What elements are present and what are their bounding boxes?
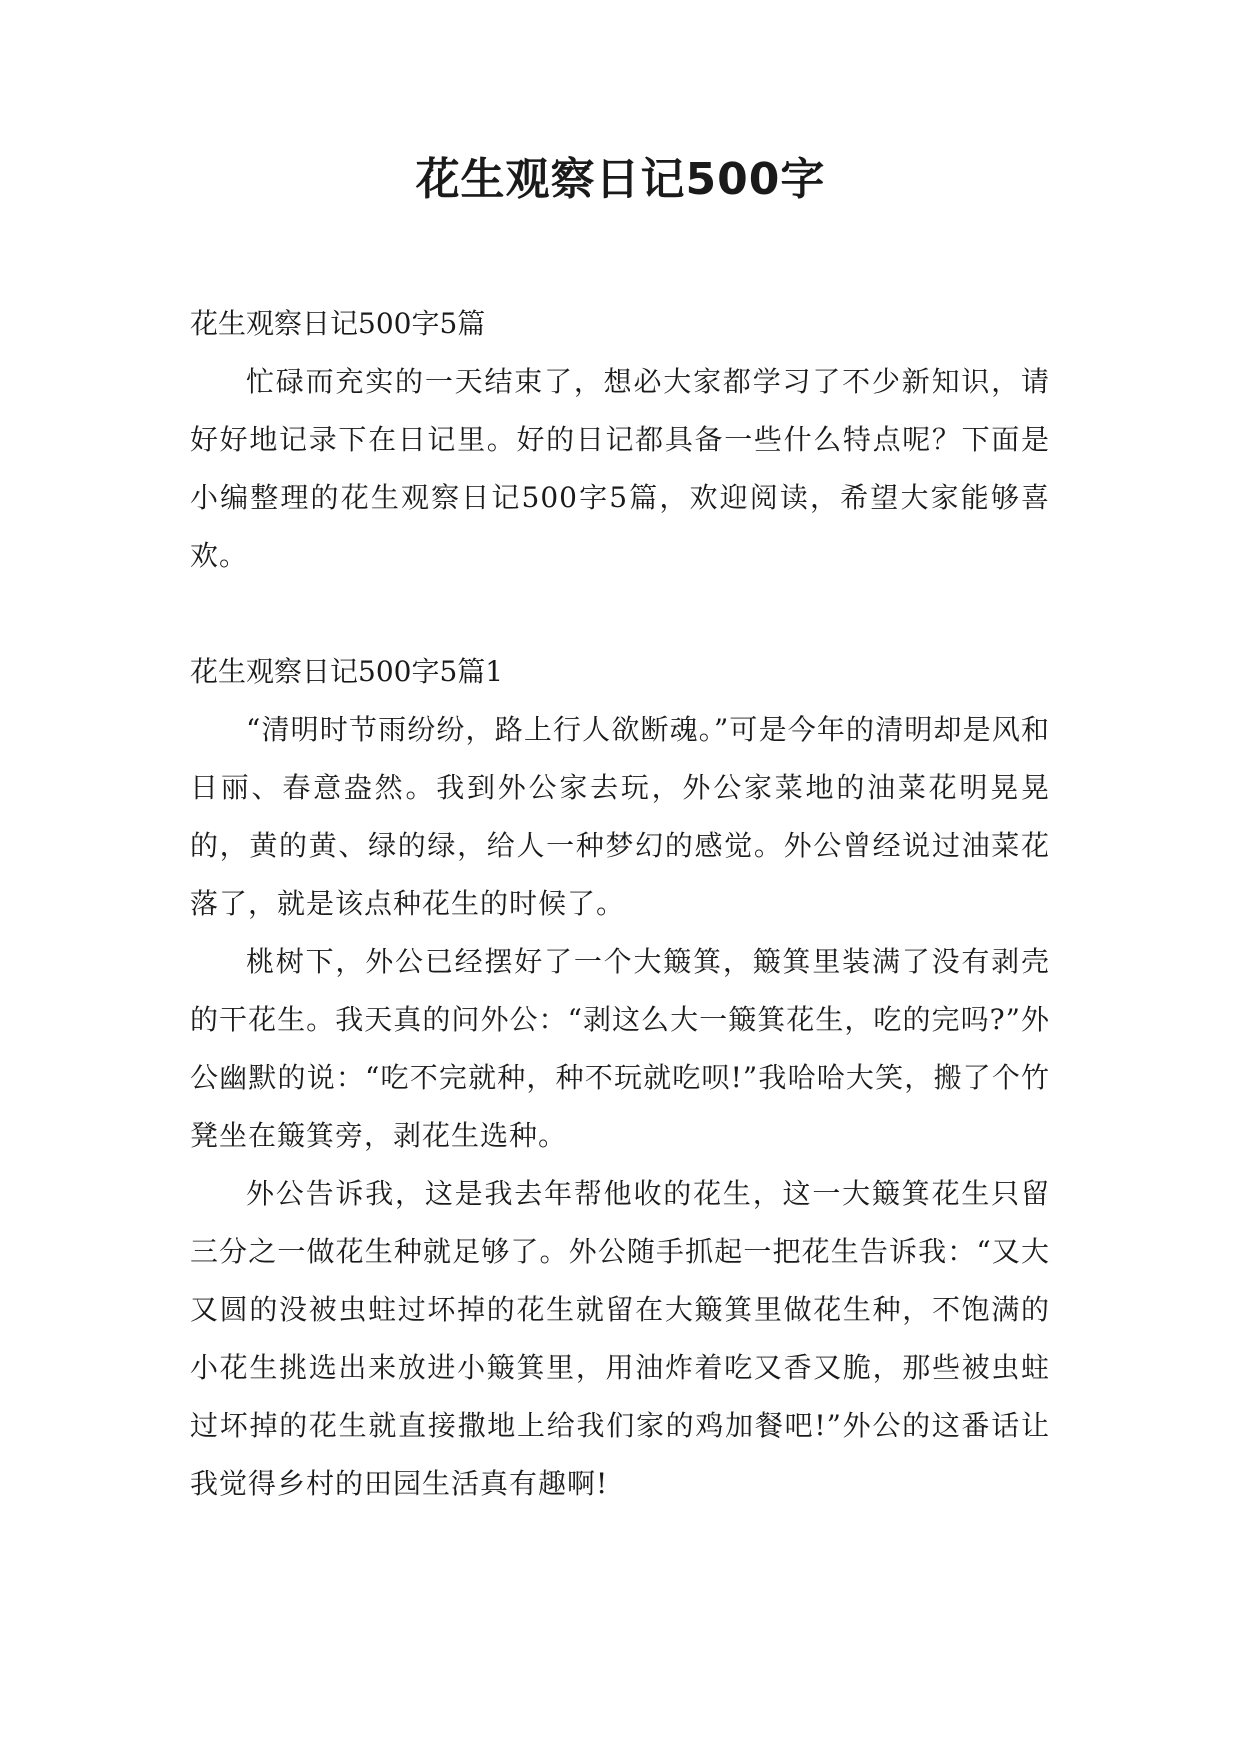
section1-heading: 花生观察日记500字5篇1 bbox=[190, 655, 504, 688]
intro-paragraph: 忙碌而充实的一天结束了，想必大家都学习了不少新知识，请好好地记录下在日记里。好的日记都具备一些什么特点呢？下面是小编整理的花生观察日记500字5篇，欢迎阅读，希望大家能够喜欢。 bbox=[190, 365, 1050, 572]
section1-paragraph-2: 桃树下，外公已经摆好了一个大簸箕，簸箕里装满了没有剥壳的干花生。我天真的问外公：“剥这么大一簸箕花生，吃的完吗?”外公幽默的说：“吃不完就种，种不玩就吃呗!”我哈哈大笑，搬了个竹凳坐在簸箕旁，剥花生选种。 bbox=[190, 945, 1050, 1152]
section-spacer bbox=[190, 585, 1050, 643]
intro-heading: 花生观察日记500字5篇 bbox=[190, 307, 486, 340]
section1-paragraph-3: 外公告诉我，这是我去年帮他收的花生，这一大簸箕花生只留三分之一做花生种就足够了。外公随手抓起一把花生告诉我：“又大又圆的没被虫蛀过坏掉的花生就留在大簸箕里做花生种，不饱满的小花生挑选出来放进小簸箕里，用油炸着吃又香又脆，那些被虫蛀过坏掉的花生就直接撒地上给我们家的鸡加餐吧!”外公的这番话让我觉得乡村的田园生活真有趣啊! bbox=[190, 1177, 1050, 1500]
document-title: 花生观察日记500字 bbox=[415, 154, 826, 205]
document-body bbox=[190, 295, 1050, 1513]
section1-paragraph-1: “清明时节雨纷纷，路上行人欲断魂。”可是今年的清明却是风和日丽、春意盎然。我到外公家去玩，外公家菜地的油菜花明晃晃的，黄的黄、绿的绿，给人一种梦幻的感觉。外公曾经说过油菜花落了，就是该点种花生的时候了。 bbox=[190, 713, 1050, 920]
